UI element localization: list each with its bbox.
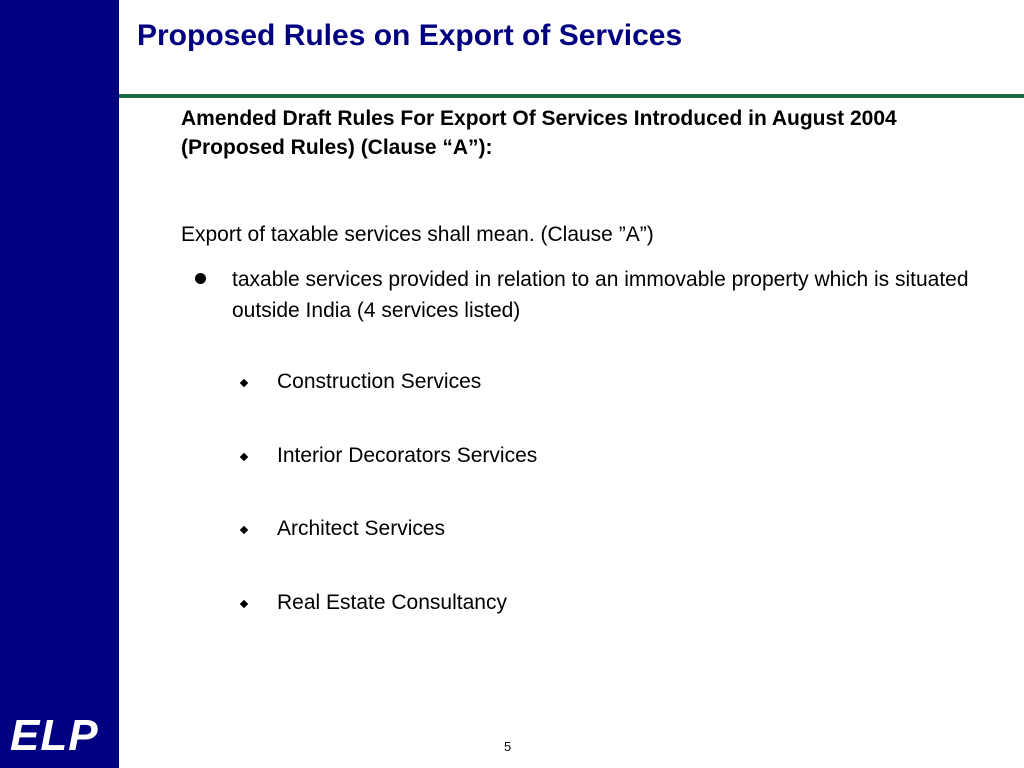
- sub-bullet-text: Architect Services: [277, 517, 446, 540]
- sub-bullet-text: Real Estate Consultancy: [277, 591, 507, 614]
- elp-logo: ELP: [10, 711, 99, 760]
- diamond-bullet-icon: [240, 600, 248, 608]
- sub-bullet-text: Construction Services: [277, 370, 482, 393]
- bullet-text: taxable services provided in relation to an immovable property which is situated outside India (4 services listed): [232, 268, 969, 322]
- sidebar-panel: [0, 0, 119, 768]
- slide-subtitle: Amended Draft Rules For Export Of Services Introduced in August 2004 (Proposed Rules) (Clause “A”):: [181, 107, 897, 159]
- slide-title: Proposed Rules on Export of Services: [137, 19, 683, 52]
- sub-bullet-item: [238, 514, 838, 544]
- diamond-bullet-icon: [240, 526, 248, 534]
- sub-bullet-text: Interior Decorators Services: [277, 444, 538, 467]
- sub-bullet-item: [238, 441, 838, 471]
- sub-bullet-item: [238, 367, 838, 397]
- intro-text: Export of taxable services shall mean. (Clause ”A”): [181, 223, 654, 246]
- diamond-bullet-icon: [240, 379, 248, 387]
- page-number: 5: [504, 739, 512, 754]
- diamond-bullet-icon: [240, 453, 248, 461]
- bullet-dot-icon: [195, 273, 206, 284]
- title-divider: [119, 94, 1024, 98]
- sub-bullet-item: [238, 588, 838, 618]
